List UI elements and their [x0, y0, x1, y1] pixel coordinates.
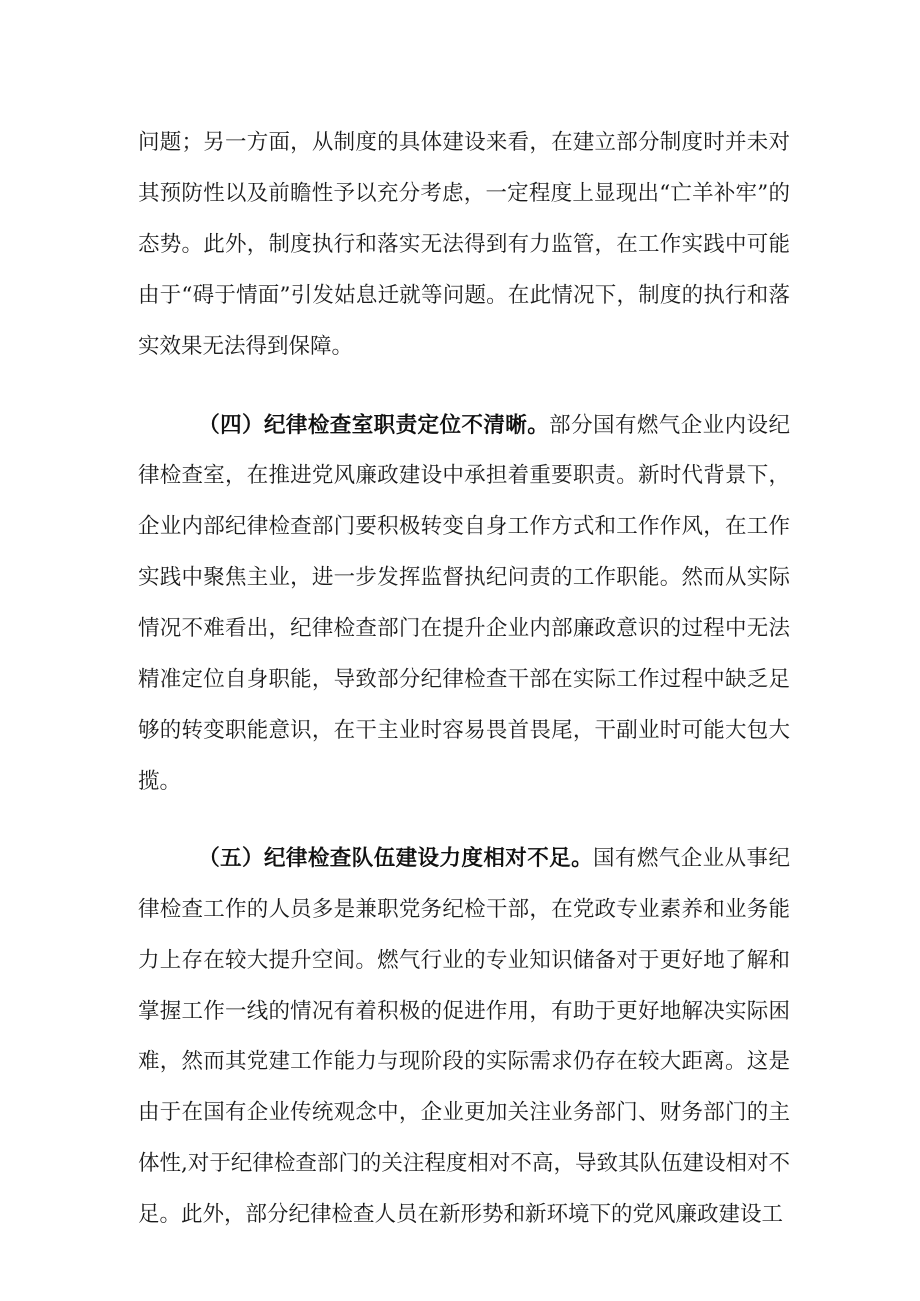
paragraph-continuation: [138, 118, 790, 373]
paragraph-text: 部分国有燃气企业内设纪律检查室，在推进党风廉政建设中承担着重要职责。新时代背景下，企业内部纪律检查部门要积极转变自身工作方式和工作作风，在工作实践中聚焦主业，进一步发挥监督执纪问责的工作职能。然而从实际情况不难看出，纪律检查部门在提升企业内部廉政意识的过程中无法精准定位自身职能，导致部分纪律检查干部在实际工作过程中缺乏足够的转变职能意识，在干主业时容易畏首畏尾，干副业时可能大包大揽。: [138, 412, 790, 794]
section-heading: （五）纪律检查队伍建设力度相对不足。: [198, 845, 593, 871]
paragraph-section-5: [138, 834, 790, 1241]
document-body: [138, 118, 790, 1241]
paragraph-text: 国有燃气企业从事纪律检查工作的人员多是兼职党务纪检干部，在党政专业素养和业务能力上存在较大提升空间。燃气行业的专业知识储备对于更好地了解和掌握工作一线的情况有着积极的促进作用，有助于更好地解决实际困难，然而其党建工作能力与现阶段的实际需求仍存在较大距离。这是由于在国有企业传统观念中，企业更加关注业务部门、财务部门的主体性,对于纪律检查部门的关注程度相对不高，导致其队伍建设相对不足。此外，部分纪律检查人员在新形势和新环境下的党风廉政建设工: [138, 845, 790, 1228]
paragraph-spacer: [138, 808, 790, 834]
paragraph-spacer: [138, 373, 790, 401]
section-heading: （四）纪律检查室职责定位不清晰。: [198, 412, 550, 438]
paragraph-text: 问题；另一方面，从制度的具体建设来看，在建立部分制度时并未对其预防性以及前瞻性予以充分考虑，一定程度上显现出“亡羊补牢”的态势。此外，制度执行和落实无法得到有力监管，在工作实践中可能由于“碍于情面”引发姑息迁就等问题。在此情况下，制度的执行和落实效果无法得到保障。: [138, 130, 790, 359]
paragraph-section-4: [138, 401, 790, 808]
